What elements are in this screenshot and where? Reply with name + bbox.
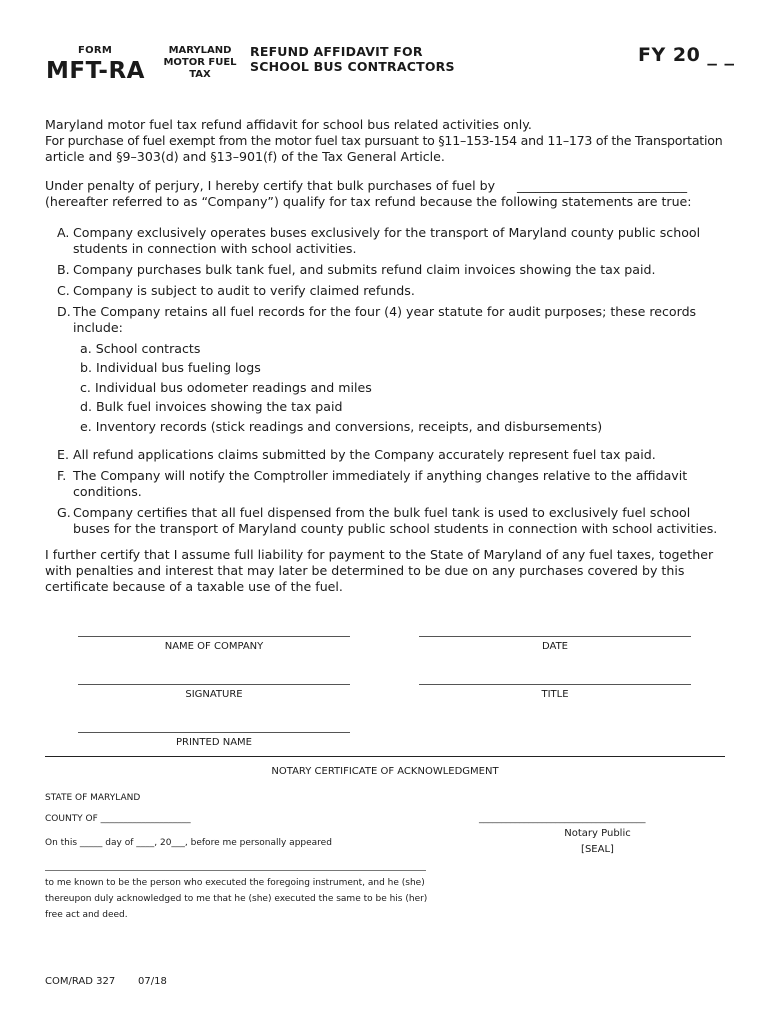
date-line[interactable]	[419, 636, 691, 637]
notary-state: STATE OF MARYLAND	[45, 793, 141, 803]
agency-line-2: MOTOR FUEL	[163, 57, 237, 68]
form-title-line-2: SCHOOL BUS CONTRACTORS	[250, 59, 455, 74]
appeared-name-line[interactable]	[45, 870, 426, 871]
statement-item	[57, 262, 727, 278]
company-name-label: NAME OF COMPANY	[164, 641, 264, 652]
signature-label: SIGNATURE	[185, 689, 243, 700]
record-text: Individual bus fueling logs	[96, 360, 261, 375]
statement-label: G.	[57, 505, 71, 520]
statement-text: The Company will notify the Comptroller immediately if anything changes relative to the affidavit	[73, 468, 688, 483]
intro-line-1: Maryland motor fuel tax refund affidavit for school bus related activities only.	[45, 117, 532, 132]
statement-text: The Company retains all fuel records for the four (4) year statute for audit purposes; these records	[73, 304, 697, 319]
intro-paragraph	[45, 117, 727, 165]
record-label: a.	[80, 341, 92, 356]
form-title	[250, 44, 455, 74]
agency-name	[158, 45, 242, 81]
signature-line[interactable]	[78, 684, 350, 685]
record-text: Individual bus odometer readings and miles	[94, 380, 372, 395]
statement-item	[57, 468, 727, 500]
form-label: FORM	[78, 45, 113, 56]
statement-item	[57, 283, 727, 299]
company-name-line[interactable]	[78, 636, 350, 637]
fiscal-year-field[interactable]: FY 20 _ _	[638, 44, 735, 66]
acknowledgment-text	[45, 877, 465, 921]
statement-label: B.	[57, 262, 70, 277]
notary-signature-line[interactable]: _____________________________________	[479, 814, 646, 824]
company-blank-field[interactable]: ___________________________	[517, 178, 688, 193]
certify-paragraph	[45, 178, 727, 210]
agency-line-1: MARYLAND	[168, 45, 232, 56]
record-label: b.	[80, 360, 92, 375]
section-divider	[45, 756, 725, 757]
intro-line-3: article and §9–303(d) and §13–901(f) of the Tax General Article.	[45, 149, 445, 164]
date-label: DATE	[541, 641, 568, 652]
statement-text: Company certifies that all fuel dispensed from the bulk fuel tank is used to exclusively fuel school	[73, 505, 691, 520]
statement-item	[57, 447, 727, 463]
form-revision-date: 07/18	[138, 976, 167, 987]
title-line[interactable]	[419, 684, 691, 685]
record-label: e.	[80, 419, 92, 434]
record-text: Bulk fuel invoices showing the tax paid	[96, 399, 343, 414]
statement-text: Company is subject to audit to verify claimed refunds.	[73, 283, 415, 298]
record-item	[80, 419, 602, 435]
agency-line-3: TAX	[189, 69, 211, 80]
statement-item	[57, 505, 727, 537]
statement-text-cont: buses for the transport of Maryland county public school students in connection with school activities.	[73, 521, 718, 536]
record-label: c.	[80, 380, 91, 395]
certify-line-1: Under penalty of perjury, I hereby certify that bulk purchases of fuel by	[45, 178, 496, 193]
notary-seal-label: [SEAL]	[581, 844, 614, 855]
record-item	[80, 360, 261, 376]
form-code: MFT-RA	[46, 58, 145, 84]
ack-line-2: thereupon duly acknowledged to me that he (she) executed the same to be his (her)	[45, 894, 428, 904]
statement-label: F.	[57, 468, 67, 483]
printed-name-line[interactable]	[78, 732, 350, 733]
notary-heading: NOTARY CERTIFICATE OF ACKNOWLEDGMENT	[271, 766, 499, 777]
form-footer-id: COM/RAD 327	[45, 976, 116, 987]
record-item	[80, 341, 200, 357]
liability-line-2: with penalties and interest that may later be determined to be due on any purchases covered by this	[45, 563, 685, 578]
statement-text-cont: students in connection with school activities.	[73, 241, 357, 256]
record-item	[80, 399, 343, 415]
statement-item	[57, 304, 727, 336]
statement-label: D.	[57, 304, 71, 319]
record-text: School contracts	[95, 341, 201, 356]
ack-line-3: free act and deed.	[45, 910, 128, 920]
liability-line-1: I further certify that I assume full liability for payment to the State of Maryland of any fuel taxes, together	[45, 547, 714, 562]
title-label: TITLE	[541, 689, 569, 700]
record-label: d.	[80, 399, 92, 414]
intro-line-2: For purchase of fuel exempt from the motor fuel tax pursuant to §11–153-154 and 11–173 of the Transportation	[45, 133, 723, 148]
certify-line-2: (hereafter referred to as “Company”) qualify for tax refund because the following statements are true:	[45, 194, 692, 209]
statement-text: Company purchases bulk tank fuel, and submits refund claim invoices showing the tax paid.	[73, 262, 656, 277]
form-title-line-1: REFUND AFFIDAVIT FOR	[250, 44, 423, 59]
statement-label: A.	[57, 225, 70, 240]
printed-name-label: PRINTED NAME	[176, 737, 252, 748]
ack-line-1: to me known to be the person who executed the foregoing instrument, and he (she)	[45, 878, 425, 888]
statement-label: C.	[57, 283, 70, 298]
statement-text-cont: conditions.	[73, 484, 142, 499]
notary-public-label: Notary Public	[564, 828, 631, 839]
record-item	[80, 380, 372, 396]
record-text: Inventory records (stick readings and conversions, receipts, and disbursements)	[95, 419, 603, 434]
liability-line-3: certificate because of a taxable use of the fuel.	[45, 579, 343, 594]
statement-text: Company exclusively operates buses exclusively for the transport of Maryland county public school	[73, 225, 701, 240]
notary-date-field[interactable]: On this _____ day of ____, 20___, before me personally appeared	[45, 838, 332, 848]
statement-label: E.	[57, 447, 69, 462]
notary-county-field[interactable]: COUNTY OF ____________________	[45, 814, 191, 824]
statement-text: All refund applications claims submitted by the Company accurately represent fuel tax paid.	[73, 447, 656, 462]
liability-paragraph	[45, 547, 727, 595]
statement-text-cont: include:	[73, 320, 123, 335]
statement-item	[57, 225, 727, 257]
